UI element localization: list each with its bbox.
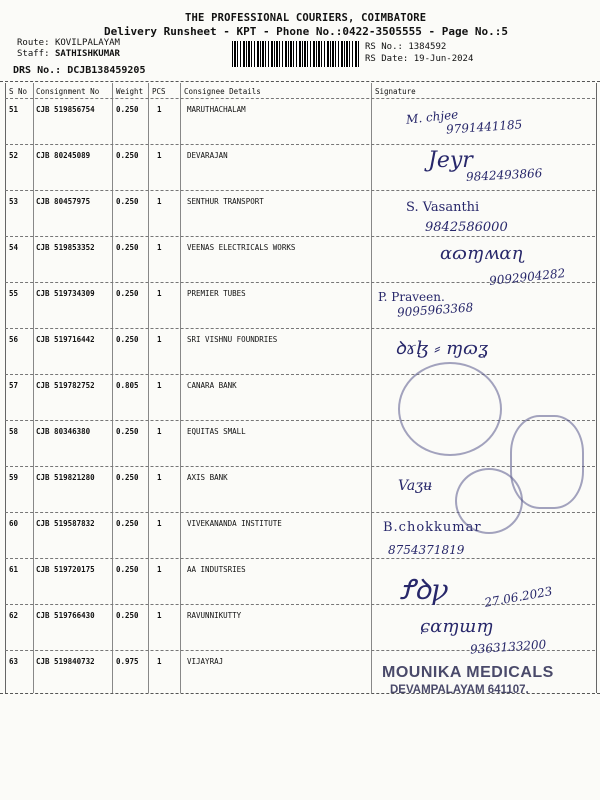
row-consignee: SENTHUR TRANSPORT xyxy=(187,197,264,206)
row-consignment: CJB 519716442 xyxy=(36,335,95,344)
row-pcs: 1 xyxy=(157,657,162,666)
row-weight: 0.250 xyxy=(116,197,139,206)
company-title: THE PROFESSIONAL COURIERS, COIMBATORE xyxy=(185,12,427,24)
row-pcs: 1 xyxy=(157,565,162,574)
header-row-divider xyxy=(5,98,595,99)
signature-phone: 9095963368 xyxy=(396,300,474,320)
row-consignment: CJB 519856754 xyxy=(36,105,95,114)
row-consignment: CJB 519766430 xyxy=(36,611,95,620)
runsheet-subtitle: Delivery Runsheet - KPT - Phone No.:0422-3505555 - Page No.:5 xyxy=(104,25,508,38)
row-consignment: CJB 519734309 xyxy=(36,289,95,298)
row-consignee: DEVARAJAN xyxy=(187,151,228,160)
row-divider xyxy=(5,144,595,145)
row-pcs: 1 xyxy=(157,519,162,528)
row-pcs: 1 xyxy=(157,427,162,436)
row-consignment: CJB 519853352 xyxy=(36,243,95,252)
signature-text: S. Vasanthi xyxy=(406,200,480,215)
row-weight: 0.250 xyxy=(116,473,139,482)
row-consignment: CJB 80457975 xyxy=(36,197,91,206)
route-label: Route: xyxy=(17,38,50,48)
col-divider xyxy=(148,83,149,693)
row-divider xyxy=(5,236,595,237)
col-header-signature: Signature xyxy=(375,87,416,96)
row-consignment: CJB 519587832 xyxy=(36,519,95,528)
row-consignment: CJB 519782752 xyxy=(36,381,95,390)
row-consignee: RAVUNNIKUTTY xyxy=(187,611,242,620)
staff-line xyxy=(17,49,120,59)
signature-date: 27.06.2023 xyxy=(483,584,554,610)
row-sno: 61 xyxy=(9,565,19,574)
signature-scribble: ɑɷɱʍɑɳ xyxy=(440,243,525,264)
row-consignee: VEENAS ELECTRICALS WORKS xyxy=(187,243,296,252)
row-sno: 63 xyxy=(9,657,19,666)
signature-scribble: ꝺɤɮ ⸗ ɱɷʓ xyxy=(395,338,488,359)
row-sno: 52 xyxy=(9,151,19,160)
row-weight: 0.250 xyxy=(116,105,139,114)
signature-text: Jeyr xyxy=(428,148,473,173)
col-header-sno: S No xyxy=(9,87,28,96)
row-pcs: 1 xyxy=(157,611,162,620)
row-consignee: EQUITAS SMALL xyxy=(187,427,246,436)
signature-text: P. Praveen. xyxy=(378,290,445,304)
row-consignment: CJB 80245089 xyxy=(36,151,91,160)
row-pcs: 1 xyxy=(157,473,162,482)
row-divider xyxy=(5,328,595,329)
row-divider xyxy=(5,374,595,375)
rs-number: RS No.: 1384592 xyxy=(365,42,447,52)
row-weight: 0.250 xyxy=(116,611,139,620)
signature-scribble: Ꝭꝺꝩ xyxy=(400,573,449,606)
row-sno: 53 xyxy=(9,197,19,206)
row-weight: 0.805 xyxy=(116,381,139,390)
signature-phone: 9791441185 xyxy=(445,117,523,137)
row-weight: 0.250 xyxy=(116,289,139,298)
col-divider xyxy=(33,83,34,693)
row-divider xyxy=(5,420,595,421)
row-weight: 0.250 xyxy=(116,565,139,574)
col-header-pcs: PCS xyxy=(152,87,166,96)
signature-text: B.chokkumar xyxy=(383,520,482,535)
row-consignment: CJB 80346380 xyxy=(36,427,91,436)
row-consignee: AA INDUTSRIES xyxy=(187,565,246,574)
rs-date: RS Date: 19-Jun-2024 xyxy=(365,54,474,64)
signature-phone: 9842586000 xyxy=(425,220,508,235)
row-sno: 51 xyxy=(9,105,19,114)
row-sno: 59 xyxy=(9,473,19,482)
row-pcs: 1 xyxy=(157,289,162,298)
row-sno: 57 xyxy=(9,381,19,390)
row-divider xyxy=(5,466,595,467)
col-divider xyxy=(180,83,181,693)
row-pcs: 1 xyxy=(157,381,162,390)
stamp-line1: MOUNIKA MEDICALS xyxy=(382,664,554,681)
row-sno: 58 xyxy=(9,427,19,436)
drs-label: DRS No.: xyxy=(13,65,62,76)
col-header-consignment: Consignment No xyxy=(36,87,100,96)
staff-label: Staff: xyxy=(17,49,50,59)
row-consignee: CANARA BANK xyxy=(187,381,237,390)
col-divider xyxy=(371,83,372,693)
header-divider xyxy=(0,81,600,82)
row-divider xyxy=(5,190,595,191)
row-sno: 62 xyxy=(9,611,19,620)
row-pcs: 1 xyxy=(157,105,162,114)
signature-text: M. chjee xyxy=(405,107,459,127)
signature-phone: 8754371819 xyxy=(388,543,465,557)
row-sno: 54 xyxy=(9,243,19,252)
row-weight: 0.250 xyxy=(116,427,139,436)
bank-seal-stamp xyxy=(398,362,502,456)
row-pcs: 1 xyxy=(157,197,162,206)
signature-scribble: Vaʒʉ xyxy=(398,478,433,494)
row-weight: 0.250 xyxy=(116,243,139,252)
row-sno: 55 xyxy=(9,289,19,298)
signature-phone: 9092904282 xyxy=(488,266,566,288)
row-weight: 0.250 xyxy=(116,335,139,344)
stamp-line2: DEVAMPALAYAM 641107. xyxy=(390,684,529,696)
staff-value: SATHISHKUMAR xyxy=(54,49,120,59)
table-bottom-divider xyxy=(0,693,600,694)
row-sno: 60 xyxy=(9,519,19,528)
row-consignment: CJB 519720175 xyxy=(36,565,95,574)
bank-seal-stamp xyxy=(510,415,584,509)
row-consignee: SRI VISHNU FOUNDRIES xyxy=(187,335,278,344)
col-header-consignee: Consignee Details xyxy=(184,87,261,96)
route-value: KOVILPALAYAM xyxy=(54,38,120,48)
row-sno: 56 xyxy=(9,335,19,344)
row-consignment: CJB 519840732 xyxy=(36,657,95,666)
barcode xyxy=(232,41,360,67)
row-pcs: 1 xyxy=(157,335,162,344)
row-consignee: PREMIER TUBES xyxy=(187,289,246,298)
drs-value: DCJB138459205 xyxy=(67,65,146,76)
route-line xyxy=(17,38,120,48)
row-consignee: MARUTHACHALAM xyxy=(187,105,246,114)
row-weight: 0.975 xyxy=(116,657,139,666)
signature-phone: 9363133200 xyxy=(469,637,547,657)
row-consignee: AXIS BANK xyxy=(187,473,228,482)
row-pcs: 1 xyxy=(157,151,162,160)
row-consignment: CJB 519821280 xyxy=(36,473,95,482)
col-header-weight: Weight xyxy=(116,87,144,96)
drs-line xyxy=(13,65,145,76)
row-weight: 0.250 xyxy=(116,519,139,528)
signature-scribble: ɕɑɱɯɱ xyxy=(420,616,494,637)
row-consignee: VIJAYRAJ xyxy=(187,657,224,666)
row-consignee: VIVEKANANDA INSTITUTE xyxy=(187,519,282,528)
row-pcs: 1 xyxy=(157,243,162,252)
col-divider xyxy=(112,83,113,693)
row-weight: 0.250 xyxy=(116,151,139,160)
pharmacy-stamp xyxy=(382,664,554,696)
row-divider xyxy=(5,558,595,559)
signature-phone: 9842493866 xyxy=(465,166,543,184)
